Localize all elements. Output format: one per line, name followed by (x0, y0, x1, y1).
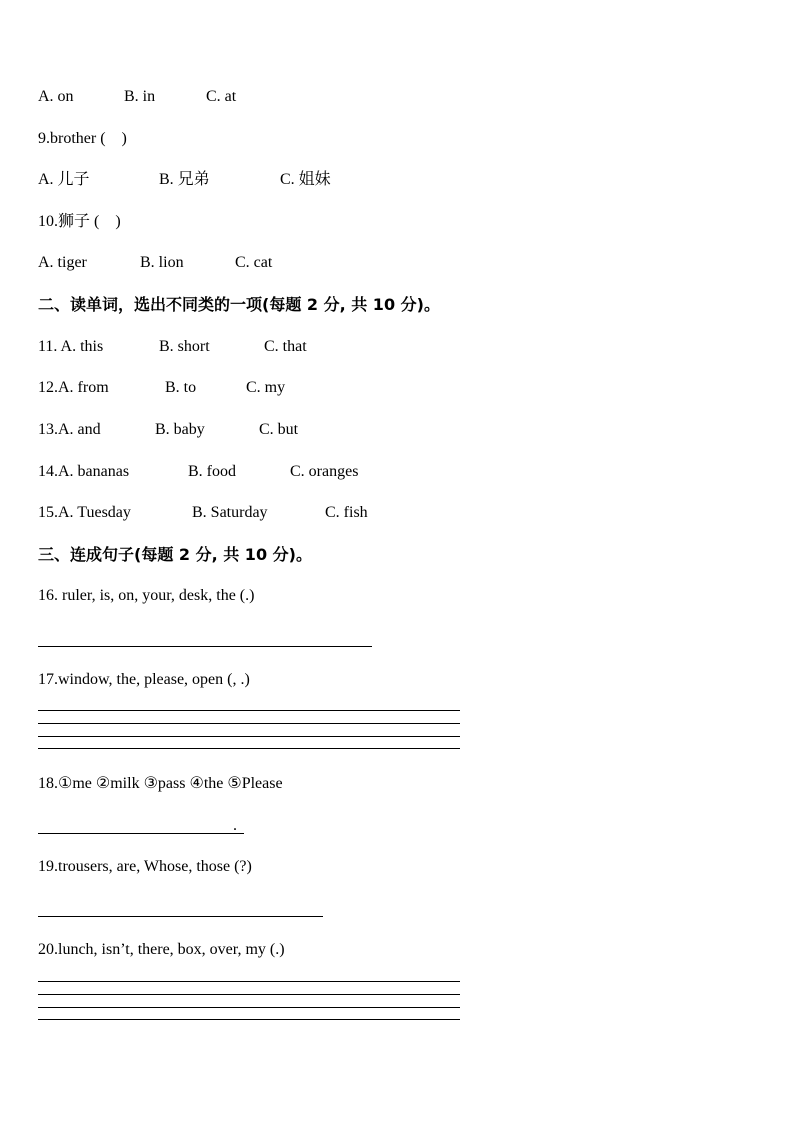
q9-option-c: C. 姐妹 (280, 171, 331, 188)
q13-option-b: B. baby (155, 421, 205, 438)
q14-option-c: C. oranges (290, 463, 359, 480)
q9-option-a: A. 儿子 (38, 171, 90, 188)
q13-option-c: C. but (259, 421, 299, 438)
q16-stem: 16. ruler, is, on, your, desk, the (.) (38, 587, 255, 604)
q17-answer-line-1[interactable] (38, 710, 460, 711)
q12-option-b: B. to (165, 379, 197, 396)
q10-option-c: C. cat (235, 254, 273, 271)
q18-stem: 18.①me ②milk ③pass ④the ⑤Please (38, 775, 283, 792)
q16-answer-line[interactable] (38, 646, 372, 647)
q11-option-a: 11. A. this (38, 338, 104, 355)
q11-option-c: C. that (264, 338, 307, 355)
q17-answer-line-2[interactable] (38, 723, 460, 724)
q9-option-b: B. 兄弟 (159, 171, 210, 188)
q17-answer-line-3[interactable] (38, 736, 460, 737)
q14-option-b: B. food (188, 463, 236, 480)
section-2-heading: 二、读单词，选出不同类的一项(每题 2 分, 共 10 分)。 (38, 295, 440, 314)
q9-stem: 9.brother ( ) (38, 130, 127, 147)
q18-period: . (233, 817, 237, 834)
q19-answer-line[interactable] (38, 916, 323, 917)
q10-option-b: B. lion (140, 254, 184, 271)
q20-answer-line-1[interactable] (38, 981, 460, 982)
q15-option-a: 15.A. Tuesday (38, 504, 131, 521)
section-3-heading: 三、连成句子(每题 2 分, 共 10 分)。 (38, 545, 312, 564)
q20-stem: 20.lunch, isn’t, there, box, over, my (.) (38, 941, 285, 958)
q20-answer-line-4[interactable] (38, 1019, 460, 1020)
q17-stem: 17.window, the, please, open (, .) (38, 671, 250, 688)
q15-option-b: B. Saturday (192, 504, 268, 521)
q10-option-a: A. tiger (38, 254, 87, 271)
q8-option-b: B. in (124, 88, 156, 105)
q11-option-b: B. short (159, 338, 210, 355)
q13-option-a: 13.A. and (38, 421, 101, 438)
q15-option-c: C. fish (325, 504, 368, 521)
q12-option-c: C. my (246, 379, 286, 396)
q18-answer-line[interactable] (38, 833, 244, 834)
q20-answer-line-2[interactable] (38, 994, 460, 995)
q19-stem: 19.trousers, are, Whose, those (?) (38, 858, 252, 875)
q14-option-a: 14.A. bananas (38, 463, 130, 480)
q20-answer-line-3[interactable] (38, 1007, 460, 1008)
q8-option-a: A. on (38, 88, 74, 105)
q17-answer-line-4[interactable] (38, 748, 460, 749)
q12-option-a: 12.A. from (38, 379, 109, 396)
q10-stem: 10.狮子 ( ) (38, 213, 121, 230)
q8-option-c: C. at (206, 88, 237, 105)
